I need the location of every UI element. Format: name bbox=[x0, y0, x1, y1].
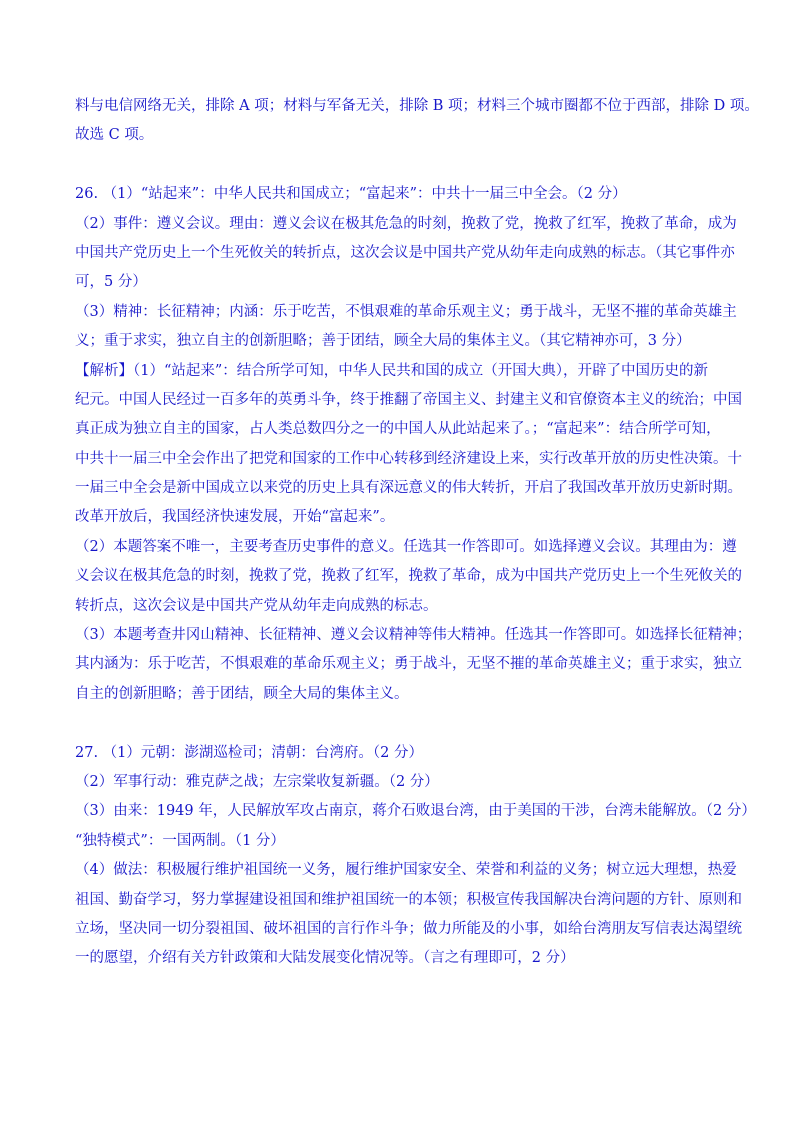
text-line: 纪元。中国人民经过一百多年的英勇斗争，终于推翻了帝国主义、封建主义和官僚资本主义的统治；中国 bbox=[75, 391, 742, 408]
text-line: 【解析】（1）“站起来”：结合所学可知，中华人民共和国的成立（开国大典），开辟了中国历史的新 bbox=[75, 362, 709, 379]
text-line: 立场，坚决同一切分裂祖国、破坏祖国的言行作斗争；做力所能及的小事，如给台湾朋友写信表达渴望统 bbox=[75, 920, 742, 937]
paragraph-gap bbox=[75, 709, 730, 738]
text-line: 中国共产党历史上一个生死攸关的转折点，这次会议是中国共产党从幼年走向成熟的标志。（其它事件亦 bbox=[75, 244, 735, 261]
text-line: “独特模式”：一国两制。（1 分） bbox=[75, 832, 285, 849]
text-line: 故选 C 项。 bbox=[75, 127, 154, 144]
text-line: 真正成为独立自主的国家，占人类总数四分之一的中国人从此站起来了。；“富起来”：结合所学可知， bbox=[75, 421, 721, 438]
text-line: 中共十一届三中全会作出了把党和国家的工作中心转移到经济建设上来，实行改革开放的历史性决策。十 bbox=[75, 450, 742, 467]
text-line: 祖国、勤奋学习，努力掌握建设祖国和维护祖国统一的本领；积极宣传我国解决台湾问题的方针、原则和 bbox=[75, 891, 742, 908]
answer-content bbox=[75, 92, 759, 974]
text-line: （4）做法：积极履行维护祖国统一义务，履行维护国家安全、荣誉和利益的义务；树立远大理想，热爱 bbox=[75, 862, 737, 879]
text-line: 自主的创新胆略；善于团结，顾全大局的集体主义。 bbox=[75, 685, 409, 702]
text-line: 26. （1）“站起来”：中华人民共和国成立；“富起来”：中共十一届三中全会。（2 分） bbox=[75, 186, 627, 203]
text-line: （2）事件：遵义会议。理由：遵义会议在极其危急的时刻，挽救了党，挽救了红军，挽救了革命，成为 bbox=[75, 215, 737, 232]
text-line: （2）军事行动：雅克萨之战；左宗棠收复新疆。（2 分） bbox=[75, 773, 439, 790]
text-line: 改革开放后，我国经济快速发展，开始“富起来”。 bbox=[75, 509, 395, 526]
text-line: 一届三中全会是新中国成立以来党的历史上具有深远意义的伟大转折，开启了我国改革开放历史新时期。 bbox=[75, 480, 742, 497]
answer-27 bbox=[75, 739, 756, 974]
text-line: 可，5 分） bbox=[75, 274, 147, 291]
text-line: 义；重于求实，独立自主的创新胆略；善于团结，顾全大局的集体主义。（其它精神亦可，3 分） bbox=[75, 333, 691, 350]
text-line: 一的愿望，介绍有关方针政策和大陆发展变化情况等。（言之有理即可，2 分） bbox=[75, 950, 575, 967]
text-line: 其内涵为：乐于吃苦，不惧艰难的革命乐观主义；勇于战斗，无坚不摧的革命英雄主义；重于求实，独立 bbox=[75, 656, 742, 673]
text-line: （3）本题考查井冈山精神、长征精神、遵义会议精神等伟大精神。任选其一作答即可。如选择长征精神； bbox=[75, 627, 752, 644]
text-line: （2）本题答案不唯一，主要考查历史事件的意义。任选其一作答即可。如选择遵义会议。其理由为：遵 bbox=[75, 538, 737, 555]
text-line: 转折点，这次会议是中国共产党从幼年走向成熟的标志。 bbox=[75, 597, 438, 614]
text-line: 27. （1）元朝：澎湖巡检司；清朝：台湾府。（2 分） bbox=[75, 744, 423, 761]
text-line: （3）由来：1949 年，人民解放军攻占南京，蒋介石败退台湾，由于美国的干涉，台湾未能解放。（2 分） bbox=[75, 803, 756, 820]
answer-25-tail bbox=[75, 92, 759, 151]
answer-26 bbox=[75, 180, 752, 709]
paragraph-gap bbox=[75, 151, 730, 180]
text-line: （3）精神：长征精神；内涵：乐于吃苦，不惧艰难的革命乐观主义；勇于战斗，无坚不摧的革命英雄主 bbox=[75, 303, 737, 320]
text-line: 义会议在极其危急的时刻，挽救了党，挽救了红军，挽救了革命，成为中国共产党历史上一个生死攸关的 bbox=[75, 568, 742, 585]
text-line: 料与电信网络无关，排除 A 项；材料与军备无关，排除 B 项；材料三个城市圈都不位于西部，排除 D 项。 bbox=[75, 98, 759, 114]
